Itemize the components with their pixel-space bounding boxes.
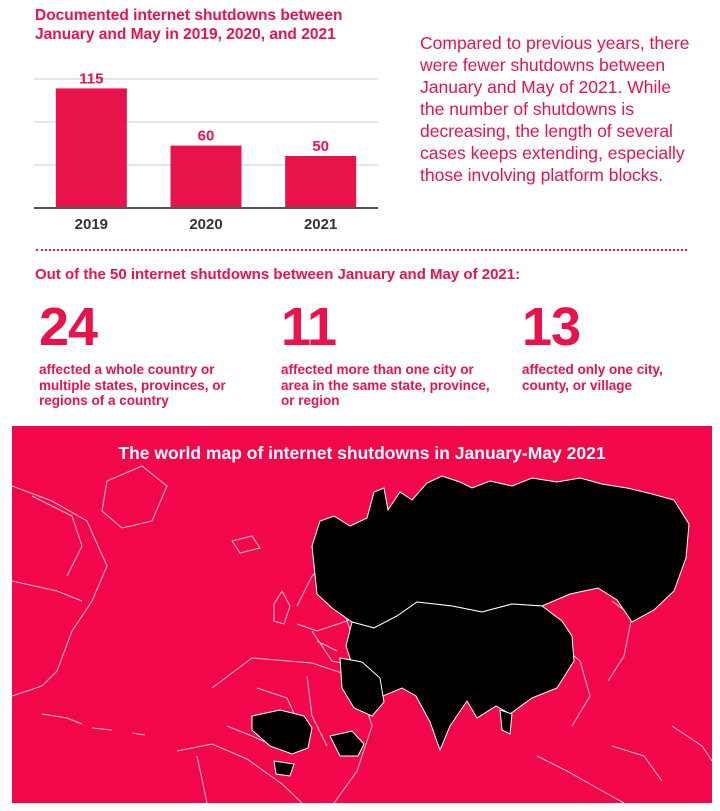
bar-chart bbox=[30, 60, 390, 240]
data-label: 50 bbox=[312, 138, 330, 155]
shutdown-region-myanmar bbox=[500, 710, 512, 734]
stat-description: affected only one city, county, or village bbox=[522, 362, 663, 393]
x-tick-label: 2021 bbox=[303, 216, 338, 233]
world-map-panel bbox=[12, 426, 712, 803]
shutdown-region-sahel bbox=[252, 710, 312, 754]
shutdown-region-east-africa bbox=[330, 731, 364, 756]
bar-2019 bbox=[56, 88, 127, 208]
stat-multiple-cities bbox=[281, 297, 491, 409]
shutdown-region-central-africa bbox=[274, 761, 294, 776]
data-label: 115 bbox=[79, 70, 104, 88]
bar-2020 bbox=[171, 146, 242, 208]
map-title: The world map of internet shutdowns in January-May 2021 bbox=[118, 443, 606, 463]
bar-2021 bbox=[285, 156, 356, 208]
x-tick-label: 2019 bbox=[74, 216, 109, 233]
stat-number: 11 bbox=[281, 297, 337, 357]
stat-number: 24 bbox=[39, 297, 98, 357]
world-map bbox=[12, 426, 712, 803]
shutdown-countries bbox=[252, 476, 689, 776]
x-tick-label: 2020 bbox=[189, 216, 223, 233]
shutdown-region-russia bbox=[312, 476, 689, 628]
stat-number: 13 bbox=[522, 297, 581, 357]
stat-single-city bbox=[522, 297, 692, 393]
chart-title: Documented internet shutdowns between January and May in 2019, 2020, and 2021 bbox=[35, 7, 343, 43]
stats-heading: Out of the 50 internet shutdowns between January and May of 2021: bbox=[35, 266, 521, 283]
dotted-divider bbox=[36, 249, 687, 251]
data-label: 60 bbox=[197, 127, 215, 145]
stat-description: affected a whole country or multiple states, provinces, or regions of a country bbox=[39, 362, 226, 408]
stat-description: affected more than one city or area in the same state, province, or region bbox=[281, 362, 490, 408]
intro-paragraph: Compared to previous years, there were fewer shutdowns between January and May of 2021. While the number of shutdowns is decreasing, the length of several cases keeps extending, especially those involving platform blocks. bbox=[420, 33, 690, 185]
stat-whole-country bbox=[39, 297, 249, 409]
